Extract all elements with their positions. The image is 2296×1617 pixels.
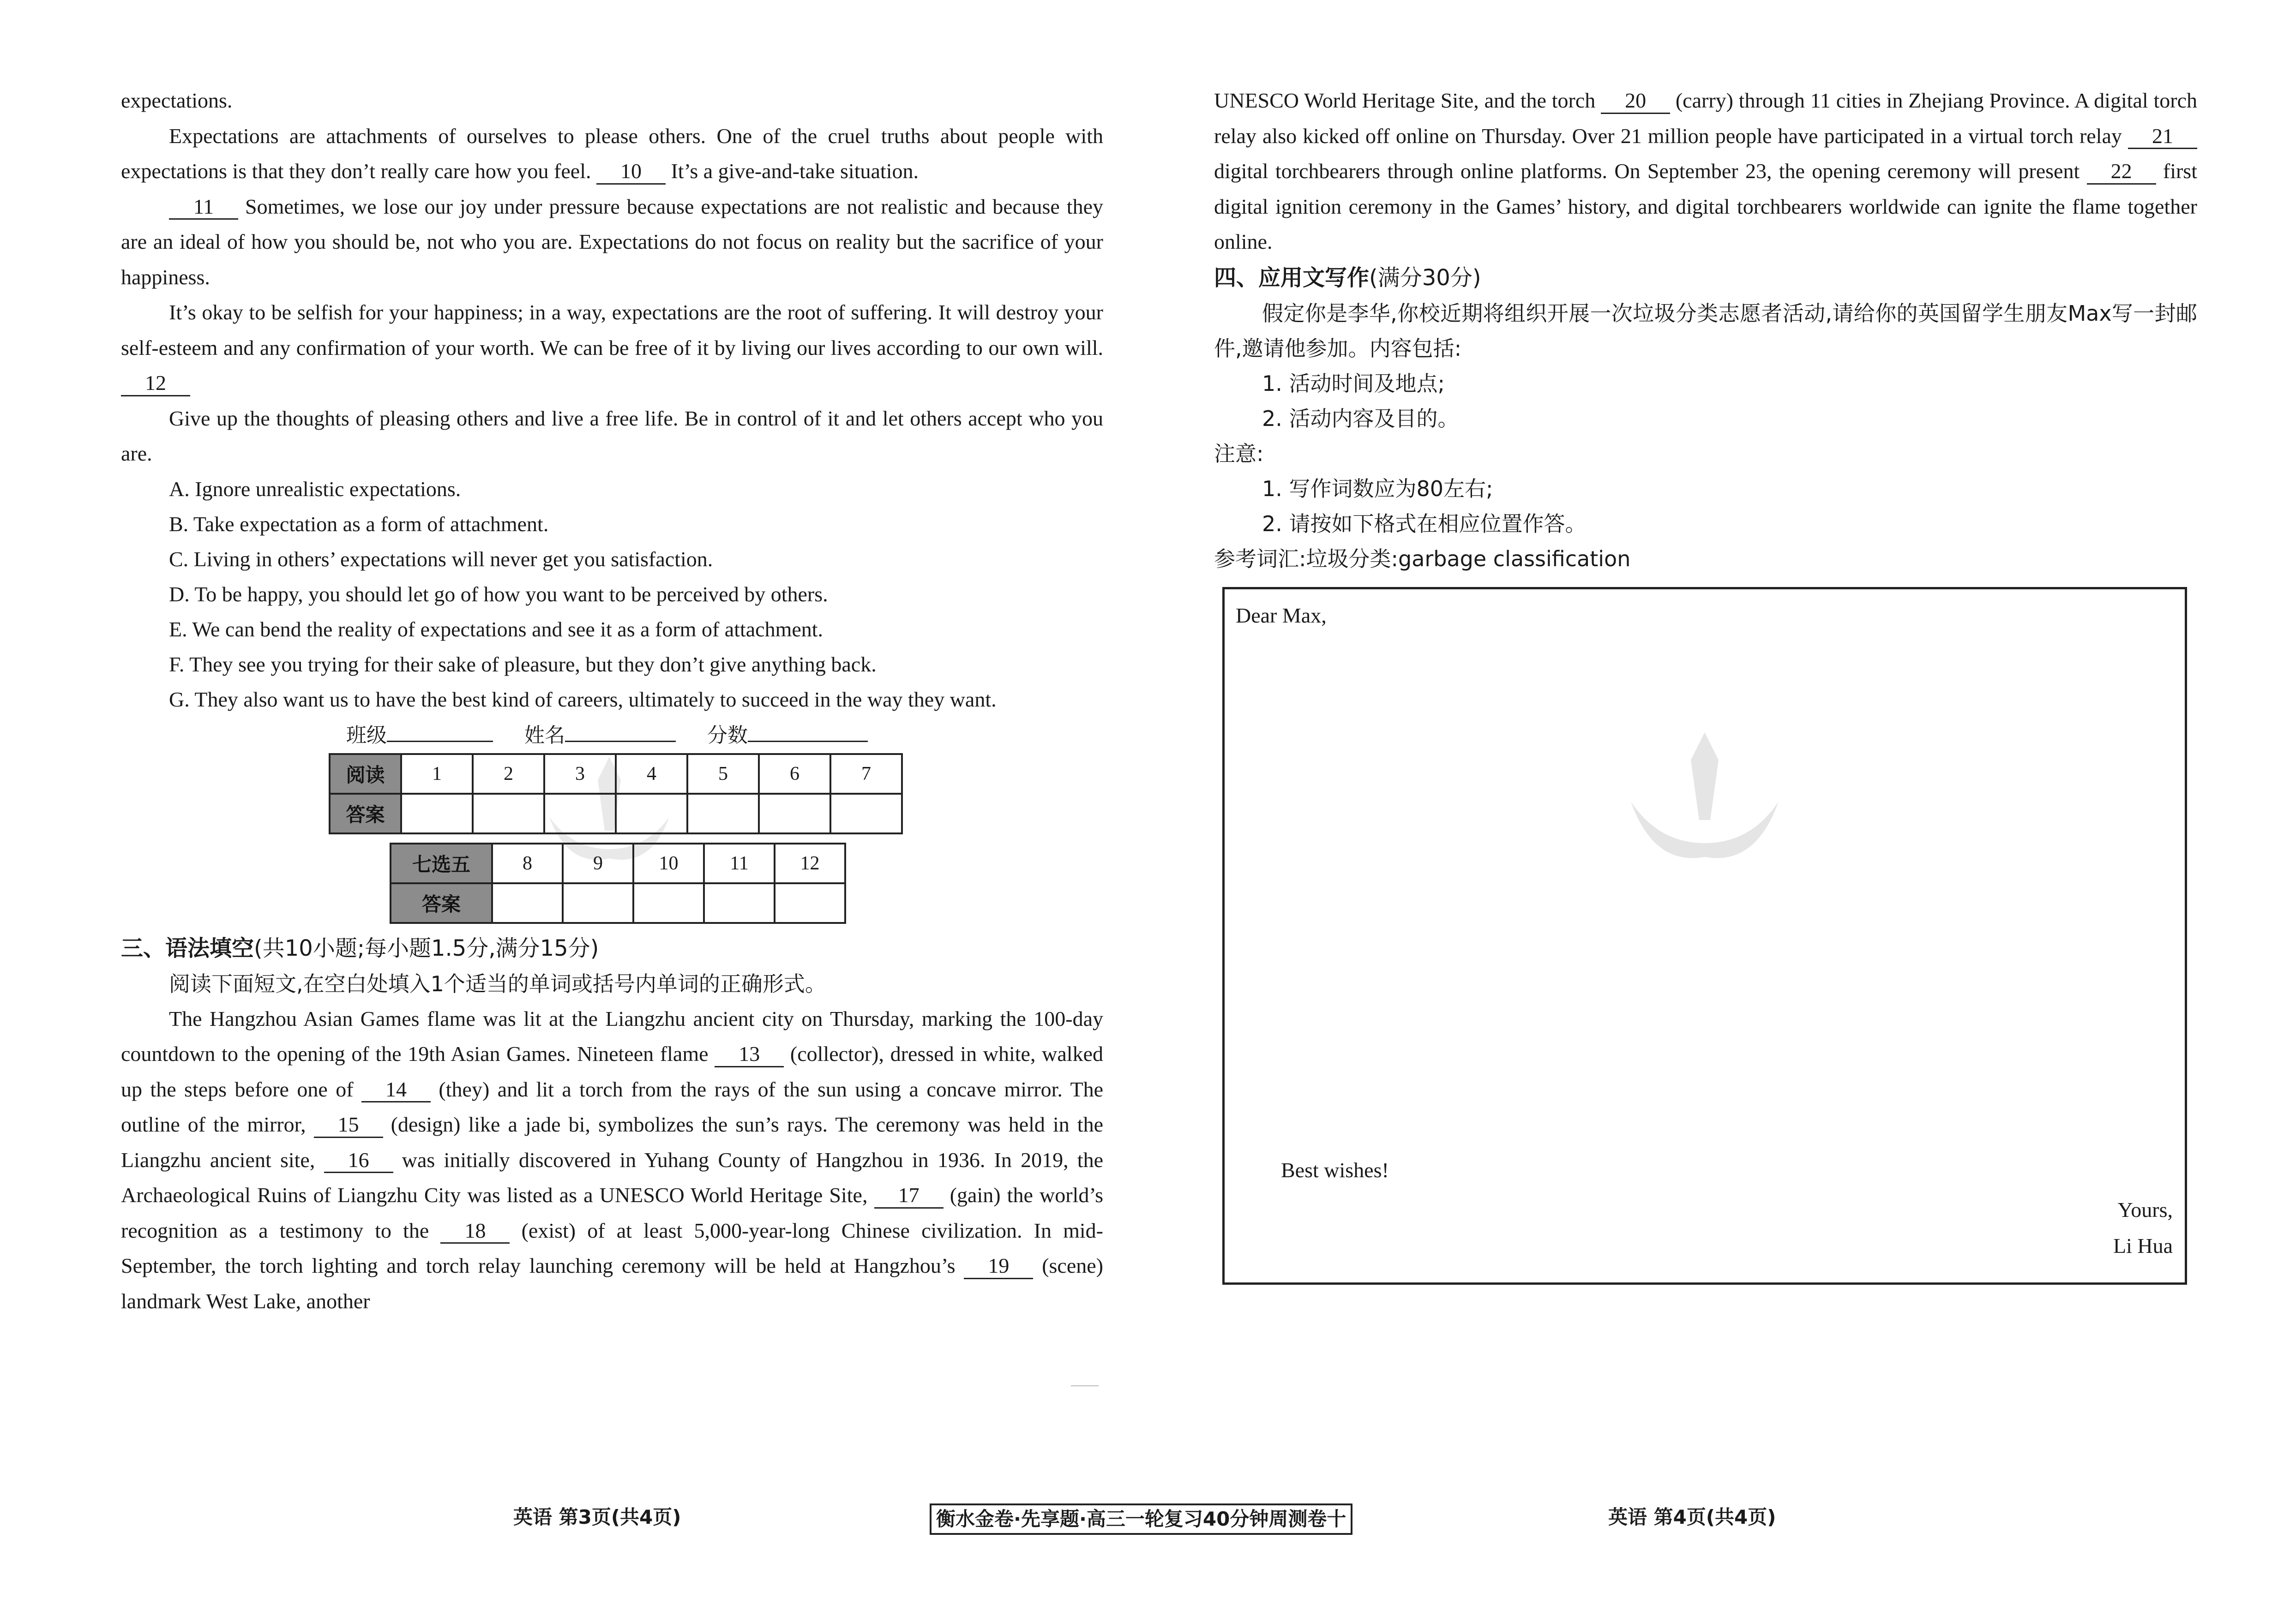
option-item: F. They see you trying for their sake of pleasure, but they don’t give anything back. xyxy=(169,652,877,676)
letter-greeting: Dear Max, xyxy=(1236,604,1327,627)
answer-cell[interactable] xyxy=(687,794,759,833)
student-info-line xyxy=(346,721,1103,750)
text-run: digital torchbearers through online platforms. On September 23, the opening ceremony will present xyxy=(1214,159,2087,183)
option-item: D. To be happy, you should let go of how you want to be perceived by others. xyxy=(169,582,828,606)
footer-center: 衡水金卷·先享题·高三一轮复习40分钟周测卷十 xyxy=(930,1503,1352,1535)
question-number-cell: 6 xyxy=(759,754,830,794)
watermark-logo-icon xyxy=(540,748,679,872)
name-field[interactable] xyxy=(565,724,676,742)
answer-cell[interactable] xyxy=(704,883,775,923)
text-run: Expectations are attachments of ourselves to please others. One of the cruel truths about people with expectations is that they don’t really care how you feel. xyxy=(121,124,1103,183)
grammar-passage-continued xyxy=(1214,83,2197,260)
notes-items xyxy=(1214,471,2197,541)
footer-right: 英语 第4页(共4页) xyxy=(1608,1506,1776,1528)
list-item: 1. 写作词数应为80左右; xyxy=(1262,476,1493,501)
answer-blank-11[interactable]: 11 xyxy=(169,195,238,220)
answer-cell[interactable] xyxy=(401,794,473,833)
answer-blank-22[interactable]: 22 xyxy=(2087,160,2156,185)
text-run: was initially discovered in Yuhang County of Hangzhou in 1936. In 2019, the Archaeological Ruins of Liangzhu City was listed as a UNESCO World Heritage Site, xyxy=(121,1148,1103,1207)
option-item: A. Ignore unrealistic expectations. xyxy=(169,477,461,501)
answer-blank-17[interactable]: 17 xyxy=(874,1184,944,1209)
question-number-cell: 5 xyxy=(687,754,759,794)
letter-signature: Li Hua xyxy=(2113,1234,2173,1258)
answer-blank-13[interactable]: 13 xyxy=(715,1042,784,1067)
paragraph xyxy=(121,83,1103,119)
question-number-cell: 8 xyxy=(492,844,563,883)
section4-heading xyxy=(1214,260,2197,296)
answer-blank-18[interactable]: 18 xyxy=(440,1219,510,1244)
answer-cell[interactable] xyxy=(633,883,704,923)
text-run: UNESCO World Heritage Site, and the torch xyxy=(1214,89,1601,112)
text-run: (they) and lit a torch from the rays of the sun using a concave mirror. The outline of the mirror, xyxy=(121,1077,1104,1136)
answer-cell[interactable] xyxy=(492,883,563,923)
score-field[interactable] xyxy=(748,724,868,742)
class-label: 班级 xyxy=(346,723,387,747)
text-run: (carry) through 11 cities in Zhejiang Province. A digital torch relay also kicked off online on Thursday. Over 21 million people have participated in a virtual torch relay xyxy=(1214,89,2197,148)
footer-left: 英语 第3页(共4页) xyxy=(513,1506,681,1528)
answer-blank-12[interactable]: 12 xyxy=(121,371,190,396)
answer-blank-14[interactable]: 14 xyxy=(361,1078,431,1103)
answer-blank-20[interactable]: 20 xyxy=(1601,89,1670,114)
text-run: (gain) the world’s recognition as a testimony to the xyxy=(121,1183,1103,1242)
question-number-cell: 2 xyxy=(473,754,544,794)
list-item: 2. 活动内容及目的。 xyxy=(1262,406,1459,431)
text-run: (collector), dressed in white, walked up the steps before one of xyxy=(121,1042,1103,1101)
text-run: It’s okay to be selfish for your happiness; in a way, expectations are the root of suffering. It will destroy your self-esteem and any confirmation of your worth. We can be free of it by living our lives according to our own will. xyxy=(121,300,1103,359)
answer-label-cell: 答案 xyxy=(391,883,492,923)
option-item: G. They also want us to have the best kind of careers, ultimately to succeed in the way they want. xyxy=(169,687,997,711)
table-header-cell: 七选五 xyxy=(391,844,492,883)
section4-subtitle: (满分30分) xyxy=(1369,264,1481,291)
answer-label-cell: 答案 xyxy=(330,794,401,833)
section3-title: 三、语法填空 xyxy=(121,935,254,961)
question-number-cell: 9 xyxy=(563,844,633,883)
option-item: E. We can bend the reality of expectations and see it as a form of attachment. xyxy=(169,617,823,641)
question-number-cell: 1 xyxy=(401,754,473,794)
text-run: (scene) landmark West Lake, another xyxy=(121,1254,1103,1313)
table-header-cell: 阅读 xyxy=(330,754,401,794)
section3-instruction: 阅读下面短文,在空白处填入1个适当的单词或括号内单词的正确形式。 xyxy=(169,971,826,996)
question-number-cell: 4 xyxy=(616,754,687,794)
grammar-passage xyxy=(121,1001,1103,1319)
answer-blank-19[interactable]: 19 xyxy=(964,1254,1033,1279)
answer-cell[interactable] xyxy=(775,883,845,923)
list-item: 1. 活动时间及地点; xyxy=(1262,371,1445,396)
option-item: B. Take expectation as a form of attachment. xyxy=(169,512,549,536)
paragraph xyxy=(121,401,1103,472)
answer-cell[interactable] xyxy=(759,794,830,833)
section3-subtitle: (共10小题;每小题1.5分,满分15分) xyxy=(254,935,599,961)
text-run: expectations. xyxy=(121,89,233,112)
question-number-cell: 12 xyxy=(775,844,845,883)
notes-label: 注意: xyxy=(1214,441,1264,466)
section3-heading xyxy=(121,930,1103,966)
paragraph xyxy=(121,295,1103,401)
answer-cell[interactable] xyxy=(830,794,902,833)
text-run: The Hangzhou Asian Games flame was lit at the Liangzhu ancient city on Thursday, marking the 100-day countdown to the opening of the 19th Asian Games. Nineteen flame xyxy=(121,1006,1103,1066)
paragraph xyxy=(121,119,1103,189)
question-number-cell: 10 xyxy=(633,844,704,883)
letter-answer-box[interactable] xyxy=(1222,587,2187,1285)
section4-title: 四、应用文写作 xyxy=(1214,264,1370,291)
text-run: Sometimes, we lose our joy under pressure because expectations are not realistic and because they are an ideal of how you should be, not who you are. Expectations do not focus on reality but the sacrifice of your happiness. xyxy=(121,194,1103,289)
text-run: (exist) of at least 5,000-year-long Chinese civilization. In mid-September, the torch lighting and torch relay launching ceremony will be held at Hangzhou’s xyxy=(121,1218,1103,1277)
text-run: first digital ignition ceremony in the Games’ history, and digital torchbearers worldwide can ignite the flame together online. xyxy=(1214,159,2197,253)
text-run: (design) like a jade bi, symbolizes the sun’s rays. The ceremony was held in the Liangzhu ancient site, xyxy=(121,1113,1103,1172)
question-number-cell: 7 xyxy=(830,754,902,794)
question-number-cell: 3 xyxy=(544,754,616,794)
question-number-cell: 11 xyxy=(704,844,775,883)
answer-blank-15[interactable]: 15 xyxy=(314,1113,383,1138)
answer-blank-10[interactable]: 10 xyxy=(596,160,666,185)
letter-closing: Best wishes! xyxy=(1281,1158,1389,1182)
writing-prompt: 假定你是李华,你校近期将组织开展一次垃圾分类志愿者活动,请给你的英国留学生朋友Max写一封邮件,邀请他参加。内容包括: xyxy=(1214,300,2197,361)
content-items xyxy=(1214,366,2197,436)
text-run: Give up the thoughts of pleasing others and live a free life. Be in control of it and let others accept who you are. xyxy=(121,406,1103,465)
left-page xyxy=(121,83,1103,1319)
name-label: 姓名 xyxy=(524,723,565,747)
text-run: It’s a give-and-take situation. xyxy=(665,159,919,183)
paragraph xyxy=(121,189,1103,295)
reading-passage xyxy=(121,83,1103,472)
watermark-logo-icon xyxy=(1622,723,1788,871)
answer-cell[interactable] xyxy=(473,794,544,833)
list-item: 2. 请按如下格式在相应位置作答。 xyxy=(1262,511,1587,536)
answer-blank-21[interactable]: 21 xyxy=(2128,125,2197,150)
option-item: C. Living in others’ expectations will never get you satisfaction. xyxy=(169,547,713,571)
answer-cell[interactable] xyxy=(563,883,633,923)
score-label: 分数 xyxy=(707,723,748,747)
letter-sign-off: Yours, xyxy=(2117,1198,2173,1222)
vocab-hint: 参考词汇:垃圾分类:garbage classification xyxy=(1214,546,1631,571)
answer-blank-16[interactable]: 16 xyxy=(324,1149,393,1174)
right-page xyxy=(1214,83,2197,576)
class-field[interactable] xyxy=(387,724,493,742)
option-list xyxy=(121,472,1103,717)
divider xyxy=(1071,1385,1099,1386)
